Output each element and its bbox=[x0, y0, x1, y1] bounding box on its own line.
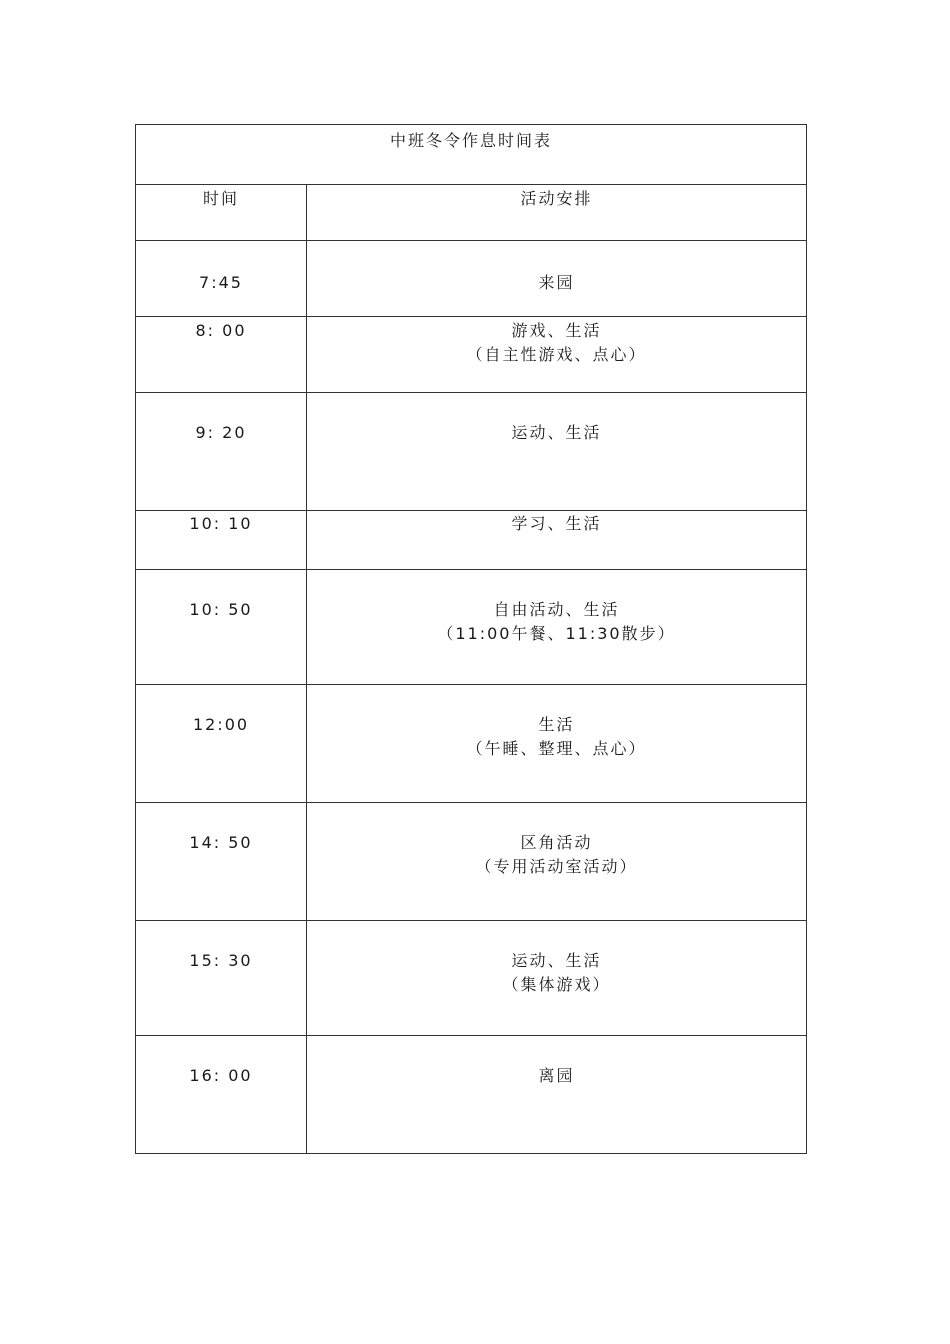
activity-cell bbox=[307, 393, 807, 511]
time-cell: 8: 00 bbox=[136, 317, 307, 393]
time-cell: 14: 50 bbox=[136, 803, 307, 921]
activity-line: 区角活动 bbox=[520, 833, 593, 852]
header-row bbox=[136, 185, 807, 241]
activity-cell bbox=[307, 511, 807, 570]
activity-line: 自由活动、生活 bbox=[493, 600, 620, 619]
time-cell: 10: 50 bbox=[136, 570, 307, 685]
header-time: 时间 bbox=[136, 185, 307, 241]
activity-line: 运动、生活 bbox=[511, 951, 602, 970]
activity-line: 生活 bbox=[538, 715, 575, 734]
table-row bbox=[136, 393, 807, 511]
activity-note: （集体游戏） bbox=[502, 975, 611, 994]
time-cell: 16: 00 bbox=[136, 1036, 307, 1154]
title-row bbox=[136, 125, 807, 185]
activity-cell bbox=[307, 1036, 807, 1154]
activity-cell bbox=[307, 921, 807, 1036]
table-title: 中班冬令作息时间表 bbox=[136, 125, 807, 185]
schedule-table bbox=[135, 124, 807, 1154]
table-row bbox=[136, 570, 807, 685]
table-row bbox=[136, 241, 807, 317]
schedule-document bbox=[135, 124, 807, 1154]
time-cell: 9: 20 bbox=[136, 393, 307, 511]
table-row bbox=[136, 511, 807, 570]
activity-line: 游戏、生活 bbox=[511, 321, 602, 340]
time-cell: 12:00 bbox=[136, 685, 307, 803]
table-row bbox=[136, 685, 807, 803]
activity-note: （自主性游戏、点心） bbox=[466, 345, 647, 364]
activity-cell bbox=[307, 241, 807, 317]
activity-cell bbox=[307, 685, 807, 803]
activity-note: （11:00午餐、11:30散步） bbox=[437, 624, 676, 643]
time-cell: 10: 10 bbox=[136, 511, 307, 570]
table-row bbox=[136, 317, 807, 393]
activity-cell bbox=[307, 803, 807, 921]
time-cell: 15: 30 bbox=[136, 921, 307, 1036]
activity-note: （专用活动室活动） bbox=[475, 857, 638, 876]
activity-cell bbox=[307, 317, 807, 393]
activity-line: 学习、生活 bbox=[511, 514, 602, 533]
activity-line: 来园 bbox=[538, 273, 575, 292]
table-row bbox=[136, 921, 807, 1036]
table-row bbox=[136, 803, 807, 921]
time-cell: 7:45 bbox=[136, 241, 307, 317]
activity-line: 运动、生活 bbox=[511, 423, 602, 442]
header-activity: 活动安排 bbox=[307, 185, 807, 241]
activity-cell bbox=[307, 570, 807, 685]
activity-line: 离园 bbox=[538, 1066, 575, 1085]
table-row bbox=[136, 1036, 807, 1154]
activity-note: （午睡、整理、点心） bbox=[466, 739, 647, 758]
